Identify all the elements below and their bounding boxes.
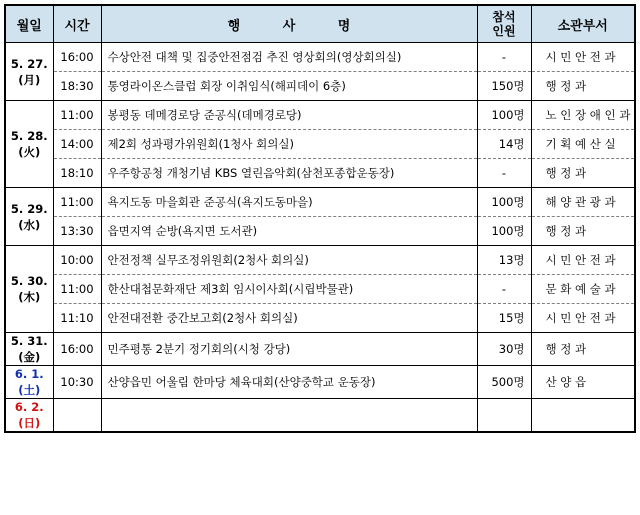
event-cell: 민주평통 2분기 정기회의(시청 강당) [101, 333, 477, 366]
dept-cell: 문 화 예 술 과 [531, 275, 635, 304]
time-cell: 10:00 [53, 246, 101, 275]
attendees-cell: - [477, 159, 531, 188]
schedule-table [4, 4, 636, 433]
header-event: 행 사 명 [101, 5, 477, 43]
dept-cell: 시 민 안 전 과 [531, 304, 635, 333]
schedule-row [5, 275, 635, 304]
time-cell: 18:30 [53, 72, 101, 101]
schedule-row [5, 72, 635, 101]
weekday-text: (木) [18, 290, 41, 304]
schedule-row [5, 43, 635, 72]
dept-cell: 행 정 과 [531, 217, 635, 246]
time-cell: 16:00 [53, 333, 101, 366]
event-cell: 수상안전 대책 및 집중안전점검 추진 영상회의(영상회의실) [101, 43, 477, 72]
event-cell: 우주항공청 개청기념 KBS 열린음악회(삼천포종합운동장) [101, 159, 477, 188]
schedule-row [5, 304, 635, 333]
weekday-text: (金) [18, 350, 41, 364]
event-cell: 한산대첩문화재단 제3회 임시이사회(시립박물관) [101, 275, 477, 304]
date-text: 5. 29. [10, 201, 48, 216]
attendees-cell: 500명 [477, 366, 531, 399]
attendees-cell: 100명 [477, 188, 531, 217]
attendees-cell: 14명 [477, 130, 531, 159]
date-text: 6. 2. [14, 400, 44, 414]
schedule-row [5, 217, 635, 246]
attendees-cell: 150명 [477, 72, 531, 101]
schedule-row [5, 246, 635, 275]
event-cell: 산양읍민 어울림 한마당 체육대회(산양중학교 운동장) [101, 366, 477, 399]
attendees-cell: 30명 [477, 333, 531, 366]
weekday-text: (水) [18, 217, 41, 232]
time-cell: 11:00 [53, 275, 101, 304]
date-cell [5, 399, 53, 433]
attendees-cell: - [477, 43, 531, 72]
date-cell [5, 333, 53, 366]
schedule-row [5, 101, 635, 130]
attendees-cell: - [477, 275, 531, 304]
attendees-cell: 13명 [477, 246, 531, 275]
time-cell: 16:00 [53, 43, 101, 72]
header-attendees-line2: 인원 [492, 24, 516, 38]
dept-cell: 산 양 읍 [531, 366, 635, 399]
weekday-text: (火) [18, 145, 41, 159]
date-cell [5, 188, 53, 246]
attendees-cell [477, 399, 531, 433]
weekday-text: (土) [18, 383, 41, 397]
time-cell [53, 399, 101, 433]
schedule-wrapper [4, 4, 636, 433]
date-text: 5. 30. [10, 274, 48, 288]
date-cell [5, 246, 53, 333]
event-cell: 제2회 성과평가위원회(1청사 회의실) [101, 130, 477, 159]
header-date: 월일 [5, 5, 53, 43]
dept-cell: 시 민 안 전 과 [531, 43, 635, 72]
dept-cell: 행 정 과 [531, 159, 635, 188]
date-cell [5, 43, 53, 101]
schedule-row [5, 130, 635, 159]
dept-cell: 해 양 관 광 과 [531, 188, 635, 217]
header-dept: 소관부서 [531, 5, 635, 43]
attendees-cell: 15명 [477, 304, 531, 333]
header-attendees-line1: 참석 [492, 10, 516, 24]
event-cell [101, 399, 477, 433]
date-cell [5, 101, 53, 188]
event-cell: 읍면지역 순방(욕지면 도서관) [101, 217, 477, 246]
schedule-row [5, 333, 635, 366]
attendees-cell: 100명 [477, 217, 531, 246]
date-text: 5. 31. [10, 334, 48, 348]
weekday-text: (日) [18, 416, 41, 430]
time-cell: 10:30 [53, 366, 101, 399]
schedule-body [5, 43, 635, 433]
event-cell: 통영라이온스클럽 회장 이취임식(해피데이 6층) [101, 72, 477, 101]
schedule-row [5, 188, 635, 217]
time-cell: 18:10 [53, 159, 101, 188]
dept-cell: 노 인 장 애 인 과 [531, 101, 635, 130]
schedule-row [5, 159, 635, 188]
event-cell: 안전대전환 중간보고회(2청사 회의실) [101, 304, 477, 333]
dept-cell: 기 획 예 산 실 [531, 130, 635, 159]
weekday-text: (月) [18, 72, 41, 87]
time-cell: 11:00 [53, 101, 101, 130]
date-cell [5, 366, 53, 399]
attendees-cell: 100명 [477, 101, 531, 130]
time-cell: 14:00 [53, 130, 101, 159]
header-row [5, 5, 635, 43]
date-text: 5. 28. [10, 129, 48, 143]
dept-cell: 행 정 과 [531, 72, 635, 101]
time-cell: 11:10 [53, 304, 101, 333]
schedule-row [5, 399, 635, 433]
date-text: 5. 27. [10, 56, 48, 71]
dept-cell: 시 민 안 전 과 [531, 246, 635, 275]
date-text: 6. 1. [14, 367, 44, 381]
event-cell: 봉평동 데메경로당 준공식(데메경로당) [101, 101, 477, 130]
dept-cell [531, 399, 635, 433]
time-cell: 13:30 [53, 217, 101, 246]
time-cell: 11:00 [53, 188, 101, 217]
header-time: 시간 [53, 5, 101, 43]
event-cell: 욕지도동 마을회관 준공식(욕지도동마을) [101, 188, 477, 217]
event-cell: 안전정책 실무조정위원회(2청사 회의실) [101, 246, 477, 275]
header-attendees [477, 5, 531, 43]
dept-cell: 행 정 과 [531, 333, 635, 366]
schedule-row [5, 366, 635, 399]
